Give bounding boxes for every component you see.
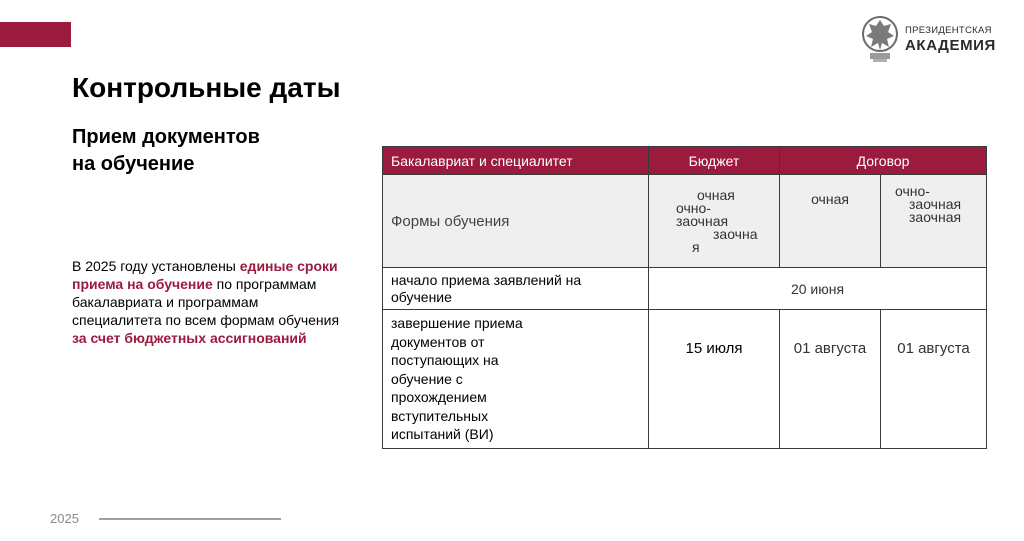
end-label <box>383 310 649 449</box>
logo-text-bottom: АКАДЕМИЯ <box>905 37 996 54</box>
forms-label: Формы обучения <box>383 175 649 268</box>
header-program: Бакалавриат и специалитет <box>383 147 649 175</box>
header-contract: Договор <box>780 147 987 175</box>
forms-contract-mixed <box>881 175 987 268</box>
info-highlight-2: за счет бюджетных ассигнований <box>72 330 307 346</box>
table-row-start <box>383 268 987 310</box>
end-date-contract-mixed: 01 августа <box>881 310 987 449</box>
subtitle-line-1: Прием документов <box>72 126 260 148</box>
info-paragraph <box>72 257 342 347</box>
table-row-forms <box>383 175 987 268</box>
info-text-1: В 2025 году установлены <box>72 258 240 274</box>
page-subtitle <box>72 124 332 178</box>
info-text-2: по программам бакалавриата и программам специалитета по всем формам обучения <box>72 276 340 328</box>
logo-text-top: ПРЕЗИДЕНТСКАЯ <box>905 25 992 36</box>
end-label-line-3: поступающих на <box>391 352 499 369</box>
contract-form-line-3: заочная <box>909 209 962 225</box>
end-label-line-2: документов от <box>391 333 485 350</box>
end-label-line-7: испытаний (ВИ) <box>391 426 494 443</box>
forms-contract-full: очная <box>780 175 881 268</box>
contract-form-line-1: очно- <box>895 183 930 199</box>
end-label-line-4: обучение с <box>391 370 463 387</box>
academy-logo <box>858 12 996 66</box>
budget-form-line-5: я <box>692 238 700 255</box>
table-header-row <box>383 147 987 175</box>
start-label: начало приема заявлений на обучение <box>383 268 649 310</box>
budget-form-line-2: очно- <box>676 199 711 216</box>
end-label-line-6: вступительных <box>391 407 489 424</box>
footer-year: 2025 <box>50 511 79 526</box>
end-label-line-5: прохождением <box>391 389 487 406</box>
start-date: 20 июня <box>649 268 987 310</box>
contract-form-line-2: заочная <box>909 196 962 212</box>
accent-bar <box>0 22 71 47</box>
table-row-end <box>383 310 987 449</box>
page-title: Контрольные даты <box>72 72 341 103</box>
header-budget: Бюджет <box>649 147 780 175</box>
end-date-contract-full: 01 августа <box>780 310 881 449</box>
info-highlight-1: единые сроки приема на обучение <box>72 258 338 292</box>
forms-budget <box>649 175 780 268</box>
end-date-budget: 15 июля <box>649 310 780 449</box>
footer-divider <box>99 518 281 520</box>
budget-form-line-1: очная <box>697 186 735 203</box>
budget-form-line-4: заочна <box>713 225 758 242</box>
double-headed-eagle-icon <box>858 12 902 66</box>
end-label-line-1: завершение приема <box>391 315 523 332</box>
subtitle-line-2: на обучение <box>72 153 195 175</box>
admission-dates-table <box>382 146 987 449</box>
budget-form-line-3: заочная <box>676 212 729 229</box>
